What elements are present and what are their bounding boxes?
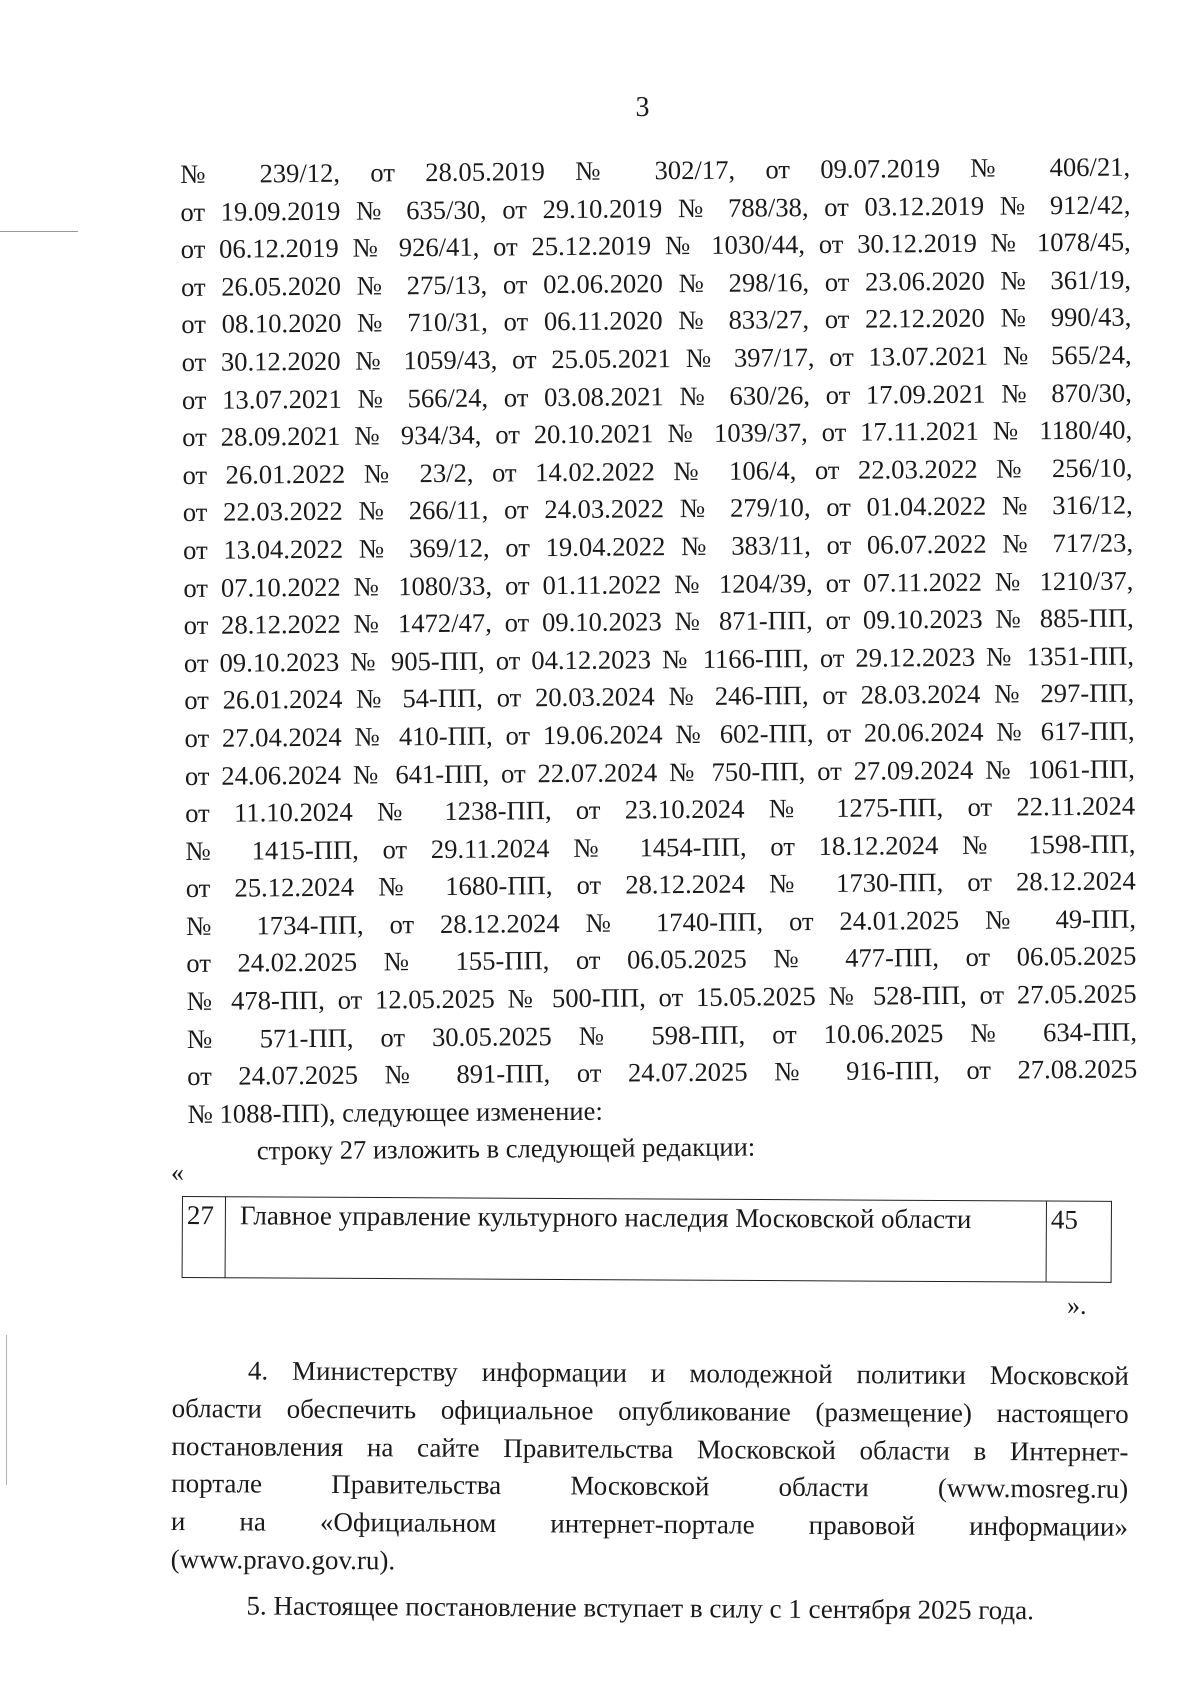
enumeration-line: от 24.02.2025 № 155-ПП, от 06.05.2025 № 477-ПП, от 06.05.2025 (186, 940, 1137, 979)
enumeration-line: № 239/12, от 28.05.2019 № 302/17, от 09.07.2019 № 406/21, (180, 151, 1131, 189)
row-number-cell: 27 (182, 1197, 225, 1278)
instruction-line: строку 27 изложить в следующей редакции: (256, 1131, 756, 1166)
enumeration-line: от 22.03.2022 № 266/11, от 24.03.2022 № 279/10, от 01.04.2022 № 316/12, (182, 489, 1133, 528)
paragraph-4-line: постановления на сайте Правительства Московской области в Интернет- (171, 1430, 1129, 1467)
row-code-cell: 45 (1046, 1201, 1111, 1282)
table-row (182, 1197, 1111, 1283)
scan-edge-mark (6, 1335, 7, 1485)
enumeration-line: от 06.12.2019 № 926/41, от 25.12.2019 № 1030/44, от 30.12.2019 № 1078/45, (180, 226, 1131, 265)
paragraph-4-line: (www.pravo.gov.ru). (170, 1543, 396, 1576)
enumeration-line: от 24.06.2024 № 641-ПП, от 22.07.2024 № 750-ПП, от 27.09.2024 № 1061-ПП, (184, 753, 1135, 791)
paragraph-5: 5. Настоящее постановление вступает в силу с 1 сентября 2025 года. (246, 1590, 1035, 1626)
enumeration-line: № 1415-ПП, от 29.11.2024 № 1454-ПП, от 18.12.2024 № 1598-ПП, (185, 828, 1136, 866)
replacement-row-table (182, 1196, 1112, 1283)
row-name-cell: Главное управление культурного наследия Московской области (225, 1197, 1046, 1282)
paragraph-4-line: области обеспечить официальное опубликование (размещение) настоящего (171, 1392, 1129, 1429)
enumeration-line: от 25.12.2024 № 1680-ПП, от 28.12.2024 № 1730-ПП, от 28.12.2024 (185, 865, 1136, 904)
enumeration-line: от 07.10.2022 № 1080/33, от 01.11.2022 № 1204/39, от 07.11.2022 № 1210/37, (183, 565, 1134, 603)
enumeration-line: от 26.05.2020 № 275/13, от 02.06.2020 № 298/16, от 23.06.2020 № 361/19, (180, 264, 1132, 302)
enumeration-line: от 28.12.2022 № 1472/47, от 09.10.2023 № 871-ПП, от 09.10.2023 № 885-ПП, (183, 602, 1134, 641)
final-provisions (170, 1352, 1129, 1630)
enumeration-line: от 19.09.2019 № 635/30, от 29.10.2019 № 788/38, от 03.12.2019 № 912/42, (180, 189, 1131, 227)
enumeration-line: от 13.07.2021 № 566/24, от 03.08.2021 № 630/26, от 17.09.2021 № 870/30, (181, 377, 1133, 415)
paragraph-4-line: 4. Министерству информации и молодежной политики Московской (247, 1355, 1129, 1391)
enumeration-line: № 1088-ПП), следующее изменение: (187, 1095, 603, 1129)
enumeration-line: от 24.07.2025 № 891-ПП, от 24.07.2025 № 916-ПП, от 27.08.2025 (187, 1053, 1138, 1092)
paragraph-4-line: портале Правительства Московской области (www.mosreg.ru) (171, 1468, 1129, 1505)
enumeration-line: № 571-ПП, от 30.05.2025 № 598-ПП, от 10.06.2025 № 634-ПП, (186, 1016, 1138, 1054)
enumeration-line: от 09.10.2023 № 905-ПП, от 04.12.2023 № 1166-ПП, от 29.12.2023 № 1351-ПП, (183, 640, 1135, 678)
enumeration-line: от 27.04.2024 № 410-ПП, от 19.06.2024 № 602-ПП, от 20.06.2024 № 617-ПП, (184, 715, 1135, 753)
enumeration-line: от 30.12.2020 № 1059/43, от 25.05.2021 № 397/17, от 13.07.2021 № 565/24, (181, 339, 1132, 377)
amendment-enumeration (180, 149, 1138, 1171)
enumeration-line: № 478-ПП, от 12.05.2025 № 500-ПП, от 15.05.2025 № 528-ПП, от 27.05.2025 (186, 978, 1137, 1017)
enumeration-line: от 08.10.2020 № 710/31, от 06.11.2020 № 833/27, от 22.12.2020 № 990/43, (181, 301, 1132, 340)
enumeration-line: № 1734-ПП, от 28.12.2024 № 1740-ПП, от 24.01.2025 № 49-ПП, (185, 903, 1137, 941)
scan-edge-mark (0, 231, 78, 232)
enumeration-line: от 26.01.2024 № 54-ПП, от 20.03.2024 № 246-ПП, от 28.03.2024 № 297-ПП, (184, 677, 1135, 716)
enumeration-line: от 11.10.2024 № 1238-ПП, от 23.10.2024 № 1275-ПП, от 22.11.2024 (185, 790, 1136, 829)
page-number: 3 (635, 92, 650, 123)
closing-quote: ». (1067, 1291, 1087, 1320)
opening-quote: « (171, 1158, 184, 1187)
enumeration-line: от 26.01.2022 № 23/2, от 14.02.2022 № 106/4, от 22.03.2022 № 256/10, (182, 452, 1133, 490)
enumeration-line: от 28.09.2021 № 934/34, от 20.10.2021 № 1039/37, от 17.11.2021 № 1180/40, (182, 414, 1133, 453)
enumeration-line: от 13.04.2022 № 369/12, от 19.04.2022 № 383/11, от 06.07.2022 № 717/23, (182, 527, 1134, 565)
paragraph-4-line: и на «Официальном интернет-портале правовой информации» (170, 1506, 1129, 1543)
